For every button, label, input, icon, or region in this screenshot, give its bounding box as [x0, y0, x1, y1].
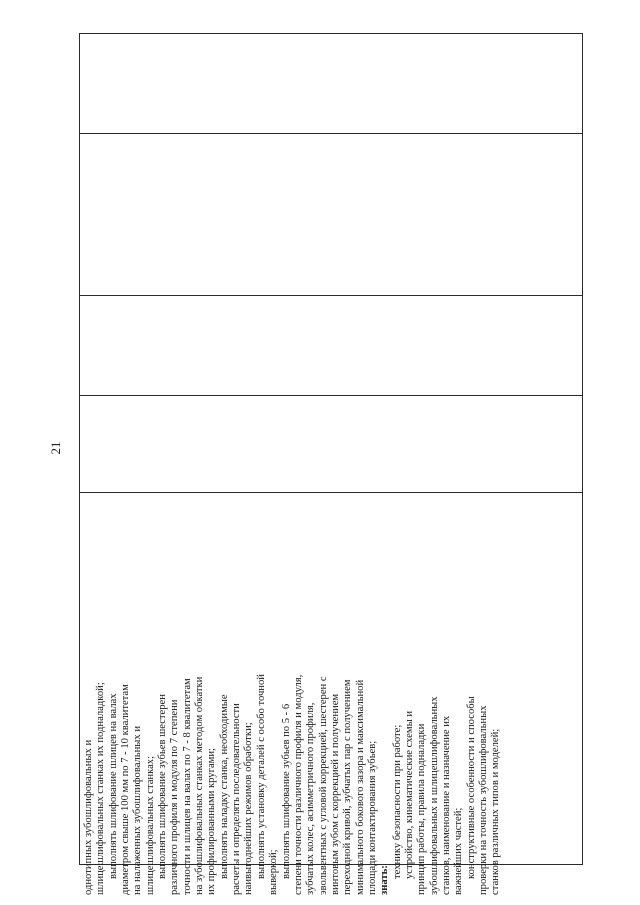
column-divider-3: [79, 395, 583, 396]
text-line: устройство, кинематические схемы и: [403, 710, 415, 879]
page-number: 21: [48, 441, 63, 455]
table-border-top: [79, 33, 583, 34]
text-line: выполнять шлифование шлицев на валах: [107, 693, 119, 879]
table-border-left: [79, 33, 80, 865]
text-line: выполнять наладку станка, необходимые: [218, 694, 230, 879]
text-line: площади контактирования зубьев;: [366, 740, 378, 895]
text-line: наивыгоднейших режимов обработки;: [243, 722, 255, 895]
column-divider-1: [79, 133, 583, 134]
text-line: знать:: [379, 865, 391, 895]
text-line: станков различных типов и моделей;: [490, 728, 502, 895]
table-cell-text: [83, 500, 521, 895]
text-line: винтовым зубом с коррекцией и получением: [329, 693, 341, 895]
text-line: конструктивные особенности и способы: [465, 696, 477, 879]
text-line: различного профиля и модуля по 7 степени: [169, 699, 181, 895]
table-border-right: [582, 33, 583, 865]
text-line: точности и шлицев на валах по 7 - 8 квалитетам: [181, 678, 193, 895]
text-line: выполнять шлифование зубьев по 5 - 6: [280, 703, 292, 879]
text-line: расчеты и определять последовательности: [231, 703, 243, 895]
column-divider-2: [79, 295, 583, 296]
text-line: минимального бокового зазора и максимальной: [354, 679, 366, 895]
text-line: зубошлифовальных и шлицешлифовальных: [428, 696, 440, 895]
text-line: их профилированными кругами;: [206, 748, 218, 895]
text-line: важнейших частей;: [453, 807, 465, 895]
text-line: однотипных зубошлифовальных и: [83, 739, 94, 895]
text-line: шлицешлифовальных станках их подналадкой;: [95, 682, 107, 895]
text-line: на налаженных зубошлифовальных и: [132, 725, 144, 895]
text-line: диаметром свыше 100 мм по 7 - 10 квалитетам: [120, 684, 132, 895]
text-line: на зубошлифовальных станках методом обкатки: [194, 676, 206, 895]
text-line: принцип работы, правила подналадки: [416, 723, 428, 895]
text-line: степени точности различного профиля и модуля,: [292, 674, 304, 895]
text-line: зубчатых колес, асимметричного профиля,: [305, 702, 317, 895]
text-line: проверки на точность зубошлифовальных: [478, 705, 489, 895]
text-line: выверкой;: [268, 849, 280, 895]
text-line: станков, наименование и назначение их: [440, 715, 452, 895]
text-line: технику безопасности при работе;: [391, 724, 403, 879]
text-line: выполнять шлифование зубьев шестерен: [157, 694, 169, 879]
text-line: переходной кривой, зубчатых пар с получением: [342, 679, 354, 895]
text-line: эвольвентных с угловой коррекцией, шестерен с: [317, 676, 329, 895]
column-divider-4: [79, 492, 583, 493]
text-line: выполнять установку деталей с особо точной: [255, 674, 267, 879]
text-line: шлицешлифовальных станках;: [144, 755, 156, 895]
